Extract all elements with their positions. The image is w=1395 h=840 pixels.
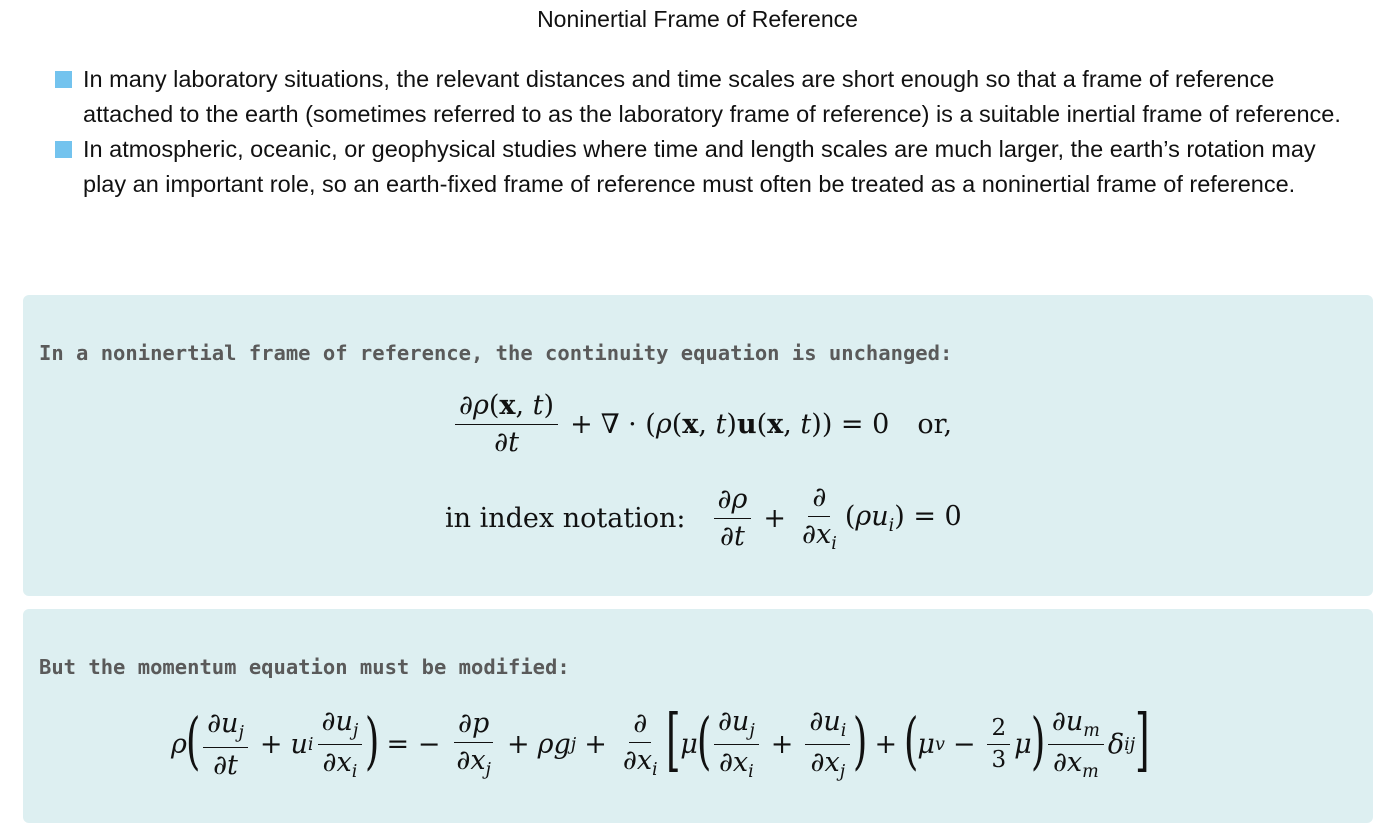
bullet-square-icon: [55, 141, 72, 158]
bullet-item-laboratory: [55, 62, 1365, 132]
momentum-equation: ρ ( $\frac{\partial u_j}{\partial t}$ + u i $\frac{\partial u_j}{\partial x_i}$ ) = − $\frac{\partial p}{\partial x_j}$ + ρg j + $\frac{\partial}{\partial x_i}$ [ μ ( $\frac{\partial u_j}{\partial x_i}$ + $\frac{\partial u_i}{\partial x_j}$ ) + ( μ v − $\frac{2}{3}$ μ ) $\frac{\partial u_m}{\partial x_m}$ δ ij ]: [171, 700, 1150, 783]
bullet-item-geophysical: [55, 132, 1365, 202]
bullet-square-icon: [55, 71, 72, 88]
bullet-text: In many laboratory situations, the relevant distances and time scales are short enough so that a frame of reference attached to the earth (sometimes referred to as the laboratory frame of reference) is a suitable inertial frame of reference.: [83, 66, 1341, 127]
page-title: Noninertial Frame of Reference: [537, 6, 858, 32]
index-notation-label: in index notation:: [445, 503, 686, 535]
momentum-equation-box: [23, 609, 1373, 823]
continuity-equation-vector-form: $\frac{\partial\rho(x, t)}{\partial t}$ + ∇ · (ρ(x, t)u(x, t)) = 0 or,: [451, 391, 952, 457]
continuity-intro: In a noninertial frame of reference, the continuity equation is unchanged:: [39, 341, 953, 365]
bullet-text: In atmospheric, oceanic, or geophysical studies where time and length scales are much larger, the earth’s rotation may play an important role, so an earth-fixed frame of reference must often be treated as a noninertial frame of reference.: [83, 136, 1316, 197]
momentum-intro: But the momentum equation must be modified:: [39, 655, 570, 679]
or-connector: or,: [917, 408, 953, 440]
continuity-equation-box: [23, 295, 1373, 596]
bullet-list: [55, 62, 1365, 202]
continuity-equation-index-form: in index notation: $\frac{\partial\rho}{\partial t}$ + $\frac{\partial}{\partial x_i}$ $(\rho u_i) = 0$: [445, 482, 962, 554]
